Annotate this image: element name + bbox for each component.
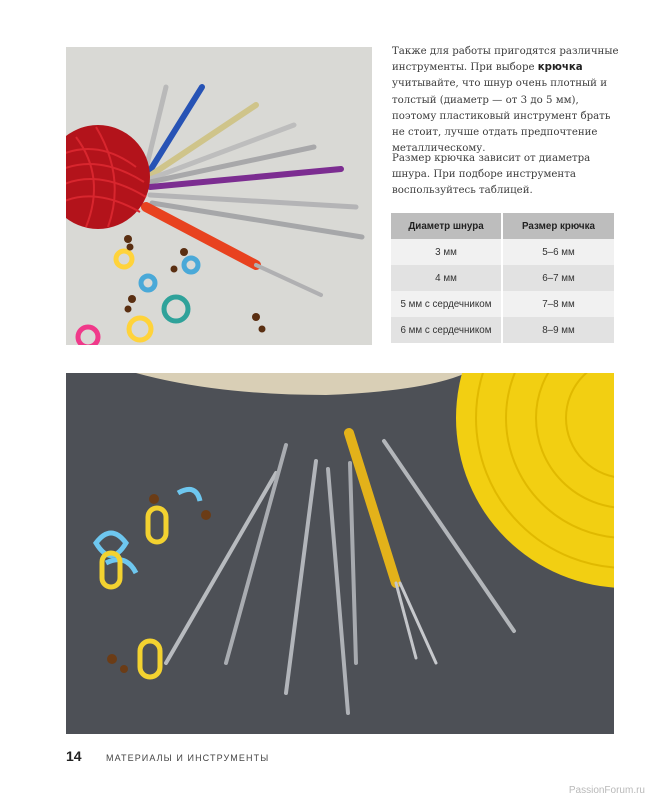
cell-diameter: 5 мм с сердечником [391,291,502,317]
section-title: МАТЕРИАЛЫ И ИНСТРУМЕНТЫ [106,753,270,763]
steel-hooks-illustration [66,373,614,734]
page-number: 14 [66,748,82,764]
watermark: PassionForum.ru [568,785,645,796]
cell-hook-size: 7–8 мм [502,291,614,317]
cell-diameter: 3 мм [391,239,502,265]
header-cord-diameter: Диаметр шнура [391,213,502,239]
table-row [391,265,614,291]
hook-size-table [391,213,614,343]
intro-paragraph: Также для работы пригодятся различные инструменты. При выборе крючка учитывайте, что шнур очень плотный и толстый (диаметр — от 3 до 5 мм), поэтому пластиковый инструмент брать не стоит, лучше отдать предпочтение металлическому. [392,46,619,155]
size-note-paragraph: Размер крючка зависит от диаметра шнура. При подборе инструмента воспользуйтесь таблицей. [392,153,591,197]
table-row [391,291,614,317]
cell-hook-size: 8–9 мм [502,317,614,343]
hooks-yarn-photo [66,47,372,345]
cell-hook-size: 5–6 мм [502,239,614,265]
cell-diameter: 6 мм с сердечником [391,317,502,343]
cell-hook-size: 6–7 мм [502,265,614,291]
table-row [391,317,614,343]
hooks-yarn-illustration [66,47,372,345]
steel-hooks-photo [66,373,614,734]
cell-diameter: 4 мм [391,265,502,291]
table-row [391,239,614,265]
header-hook-size: Размер крючка [502,213,614,239]
hook-term: крючка [537,62,583,74]
